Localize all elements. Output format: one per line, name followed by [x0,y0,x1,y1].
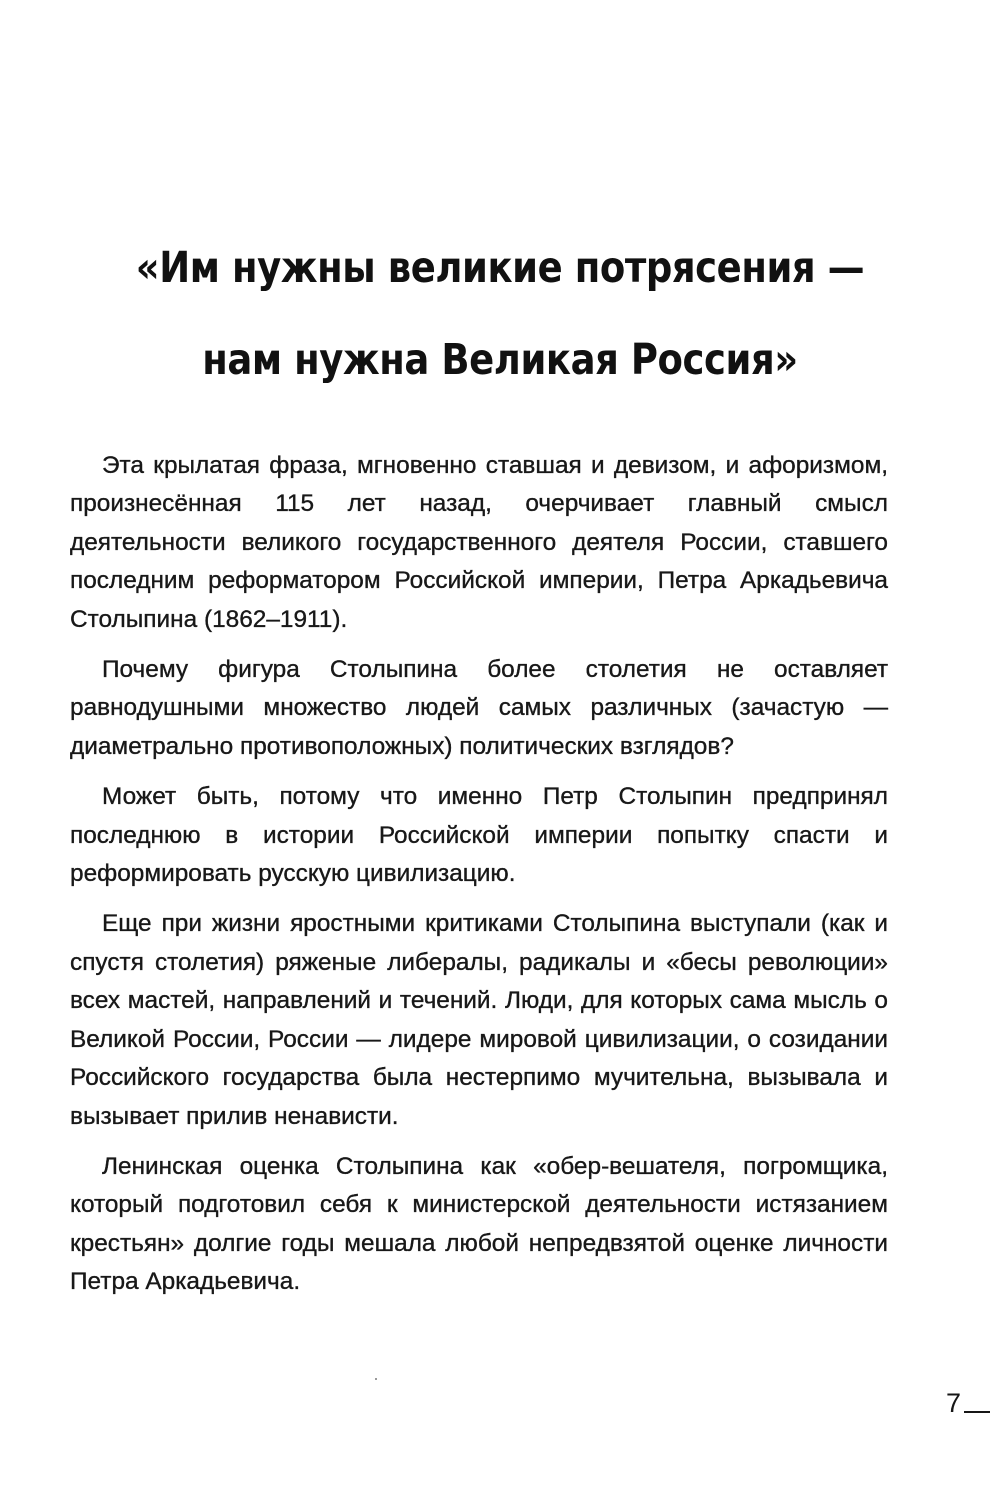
paragraph-4: Еще при жизни яростными критиками Столыпина выступали (как и спустя столетия) ряженые либералы, радикалы и «бесы революции» всех мастей, направлений и течений. Люди, для которых сама мысль о Великой России, России — лидере мировой цивилизации, о созидании Российского государства была нестерпимо мучительна, вызывала и вызывает прилив ненависти. [70,910,888,1130]
body-text [70,447,888,1314]
page-number-rule [964,1411,990,1413]
chapter-title [122,222,879,406]
chapter-title-line-1: «Им нужны великие потрясения — [135,243,865,293]
paragraph-5: Ленинская оценка Столыпина как «обер-вешателя, погромщика, который подготовил себя к министерской деятельности истязанием крестьян» долгие годы мешала любой непредвзятой оценке личности Петра Аркадьевича. [70,1152,888,1296]
chapter-title-line-2: нам нужна Великая Россия» [202,335,798,385]
page-number: 7 [946,1388,962,1418]
paragraph-2: Почему фигура Столыпина более столетия не оставляет равнодушными множество людей самых различных (зачастую — диаметрально противоположных) политических взглядов? [70,656,888,760]
paragraph-3: Может быть, потому что именно Петр Столыпин предпринял последнюю в истории Российской империи попытку спасти и реформировать русскую цивилизацию. [70,783,888,888]
paragraph-1: Эта крылатая фраза, мгновенно ставшая и девизом, и афоризмом, произнесённая 115 лет назад, очерчивает главный смысл деятельности великого государственного деятеля России, ставшего последним реформатором Российской империи, Петра Аркадьевича Столыпина (1862–1911). [70,452,888,633]
print-speck [375,1378,377,1380]
